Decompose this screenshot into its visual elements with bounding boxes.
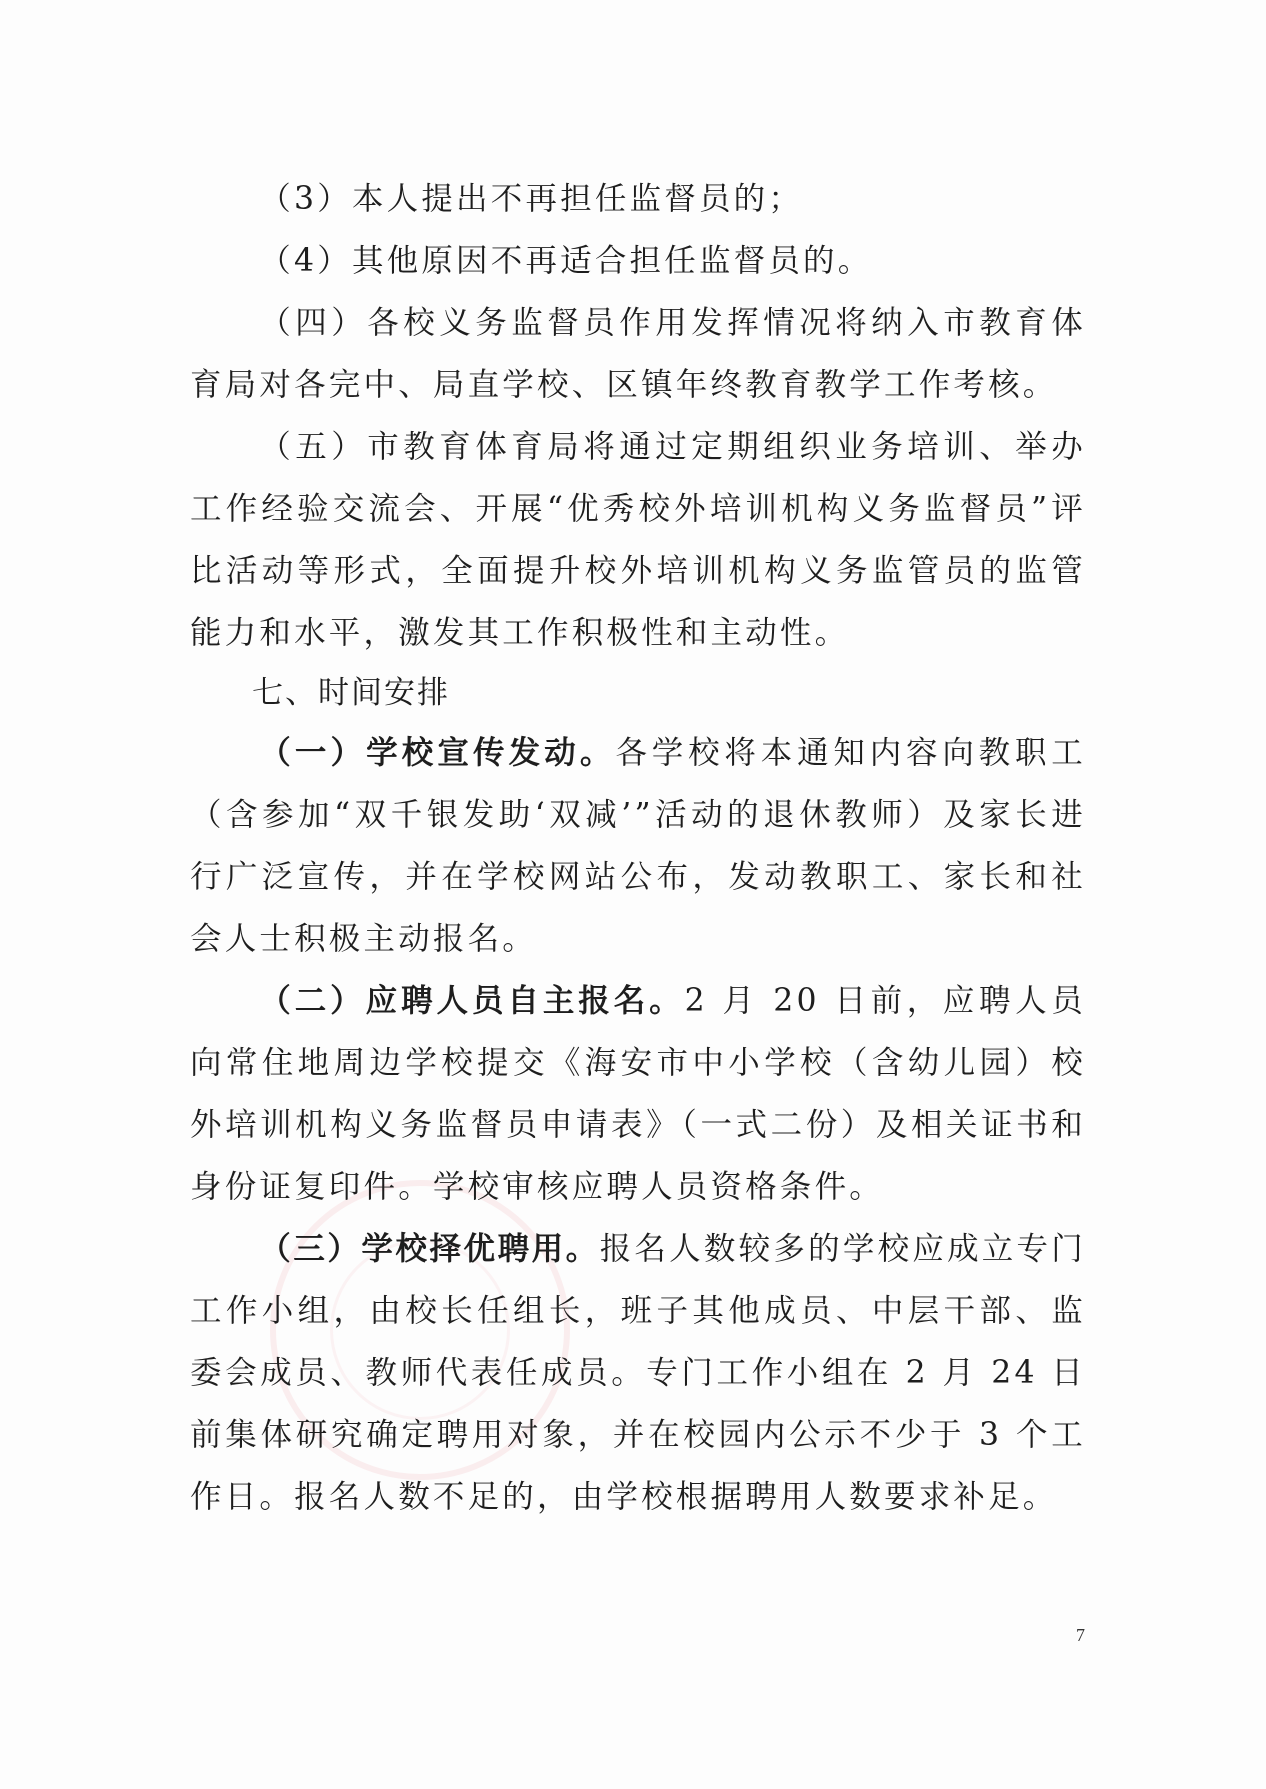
schedule-step-3 bbox=[190, 1218, 1086, 1528]
section-item-four: （四）各校义务监督员作用发挥情况将纳入市教育体育局对各完中、局直学校、区镇年终教育教学工作考核。 bbox=[190, 305, 1086, 403]
schedule-step-2 bbox=[190, 970, 1086, 1218]
step-3-text: 报名人数较多的学校应成立专门工作小组，由校长任组长，班子其他成员、中层干部、监委会成员、教师代表任成员。专门工作小组在 2 月 24 日前集体研究确定聘用对象，并在校园内公示不少于 3 个工作日。报名人数不足的，由学校根据聘用人数要求补足。 bbox=[190, 1231, 1086, 1515]
step-3-title: （三）学校择优聘用。 bbox=[259, 1231, 600, 1267]
clause-3: （3）本人提出不再担任监督员的； bbox=[259, 181, 804, 217]
section-item-five: （五）市教育体育局将通过定期组织业务培训、举办工作经验交流会、开展“优秀校外培训机构义务监督员”评比活动等形式，全面提升校外培训机构义务监管员的监管能力和水平，激发其工作积极性和主动性。 bbox=[190, 429, 1086, 651]
step-2-title: （二）应聘人员自主报名。 bbox=[259, 983, 685, 1019]
step-1-title: （一）学校宣传发动。 bbox=[259, 735, 616, 771]
step-1-text: 各学校将本通知内容向教职工（含参加“双千银发助‘双减’”活动的退休教师）及家长进行广泛宣传，并在学校网站公布，发动教职工、家长和社会人士积极主动报名。 bbox=[190, 735, 1086, 957]
schedule-step-1 bbox=[190, 722, 1086, 970]
section-heading-schedule: 七、时间安排 bbox=[252, 675, 450, 711]
page-number: 7 bbox=[1076, 1625, 1085, 1645]
step-2-text: 2 月 20 日前，应聘人员向常住地周边学校提交《海安市中小学校（含幼儿园）校外培训机构义务监督员申请表》（一式二份）及相关证书和身份证复印件。学校审核应聘人员资格条件。 bbox=[190, 983, 1086, 1205]
document-body bbox=[190, 168, 1086, 1528]
clause-4: （4）其他原因不再适合担任监督员的。 bbox=[259, 243, 873, 279]
